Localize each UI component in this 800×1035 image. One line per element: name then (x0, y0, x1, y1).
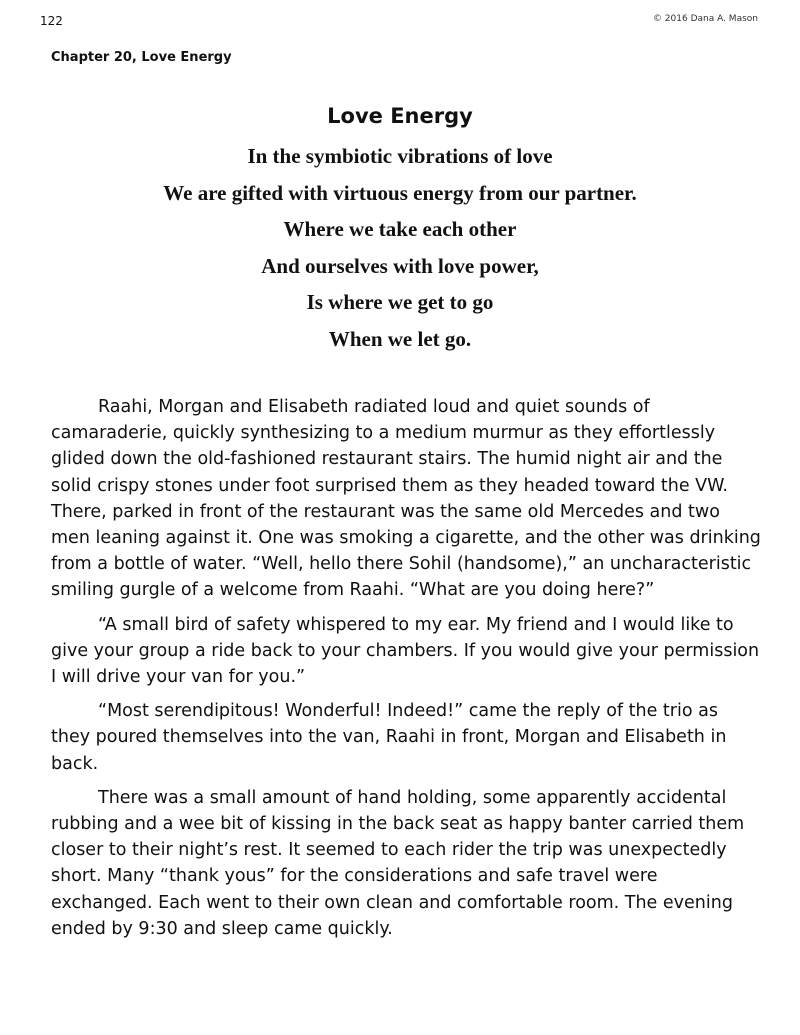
poem-line: Where we take each other (283, 217, 517, 241)
poem-line: In the symbiotic vibrations of love (247, 144, 553, 168)
copyright-notice: © 2016 Dana A. Mason (652, 14, 758, 24)
poem-title: Love Energy (327, 104, 473, 128)
poem-line: When we let go. (328, 326, 472, 351)
paragraph: Raahi, Morgan and Elisabeth radiated loud and quiet sounds of camaraderie, quickly synthesizing to a medium murmur as they effortlessly glided down the old-fashioned restaurant stairs. The humid night air and the solid crispy stones under foot surprised them as they headed toward the VW. There, parked in front of the restaurant was the same old Mercedes and two men leaning against it. One was smoking a cigarette, and the other was drinking from a bottle of water. “Well, hello there Sohil (handsome),” an uncharacteristic smiling gurgle of a welcome from Raahi. “What are you doing here?” (51, 397, 761, 601)
paragraph: “A small bird of safety whispered to my ear. My friend and I would like to give your group a ride back to your chambers. If you would give your permission I will drive your van for you.” (51, 614, 760, 688)
chapter-heading: Chapter 20, Love Energy (51, 50, 232, 65)
poem-line: We are gifted with virtuous energy from our partner. (163, 180, 637, 205)
poem (0, 142, 800, 361)
poem-line: Is where we get to go (306, 290, 494, 314)
poem-line: And ourselves with love power, (261, 253, 539, 278)
paragraph: There was a small amount of hand holding, some apparently accidental rubbing and a wee bit of kissing in the back seat as happy banter carried them closer to their night’s rest. It seemed to each rider the trip was unexpectedly short. Many “thank yous” for the considerations and safe travel were exchanged. Each went to their own clean and comfortable room. The evening ended by 9:30 and sleep came quickly. (51, 787, 745, 939)
paragraph: “Most serendipitous! Wonderful! Indeed!” came the reply of the trio as they poured themselves into the van, Raahi in front, Morgan and Elisabeth in back. (51, 701, 727, 774)
page-number: 122 (40, 14, 63, 28)
body-text (51, 394, 761, 950)
